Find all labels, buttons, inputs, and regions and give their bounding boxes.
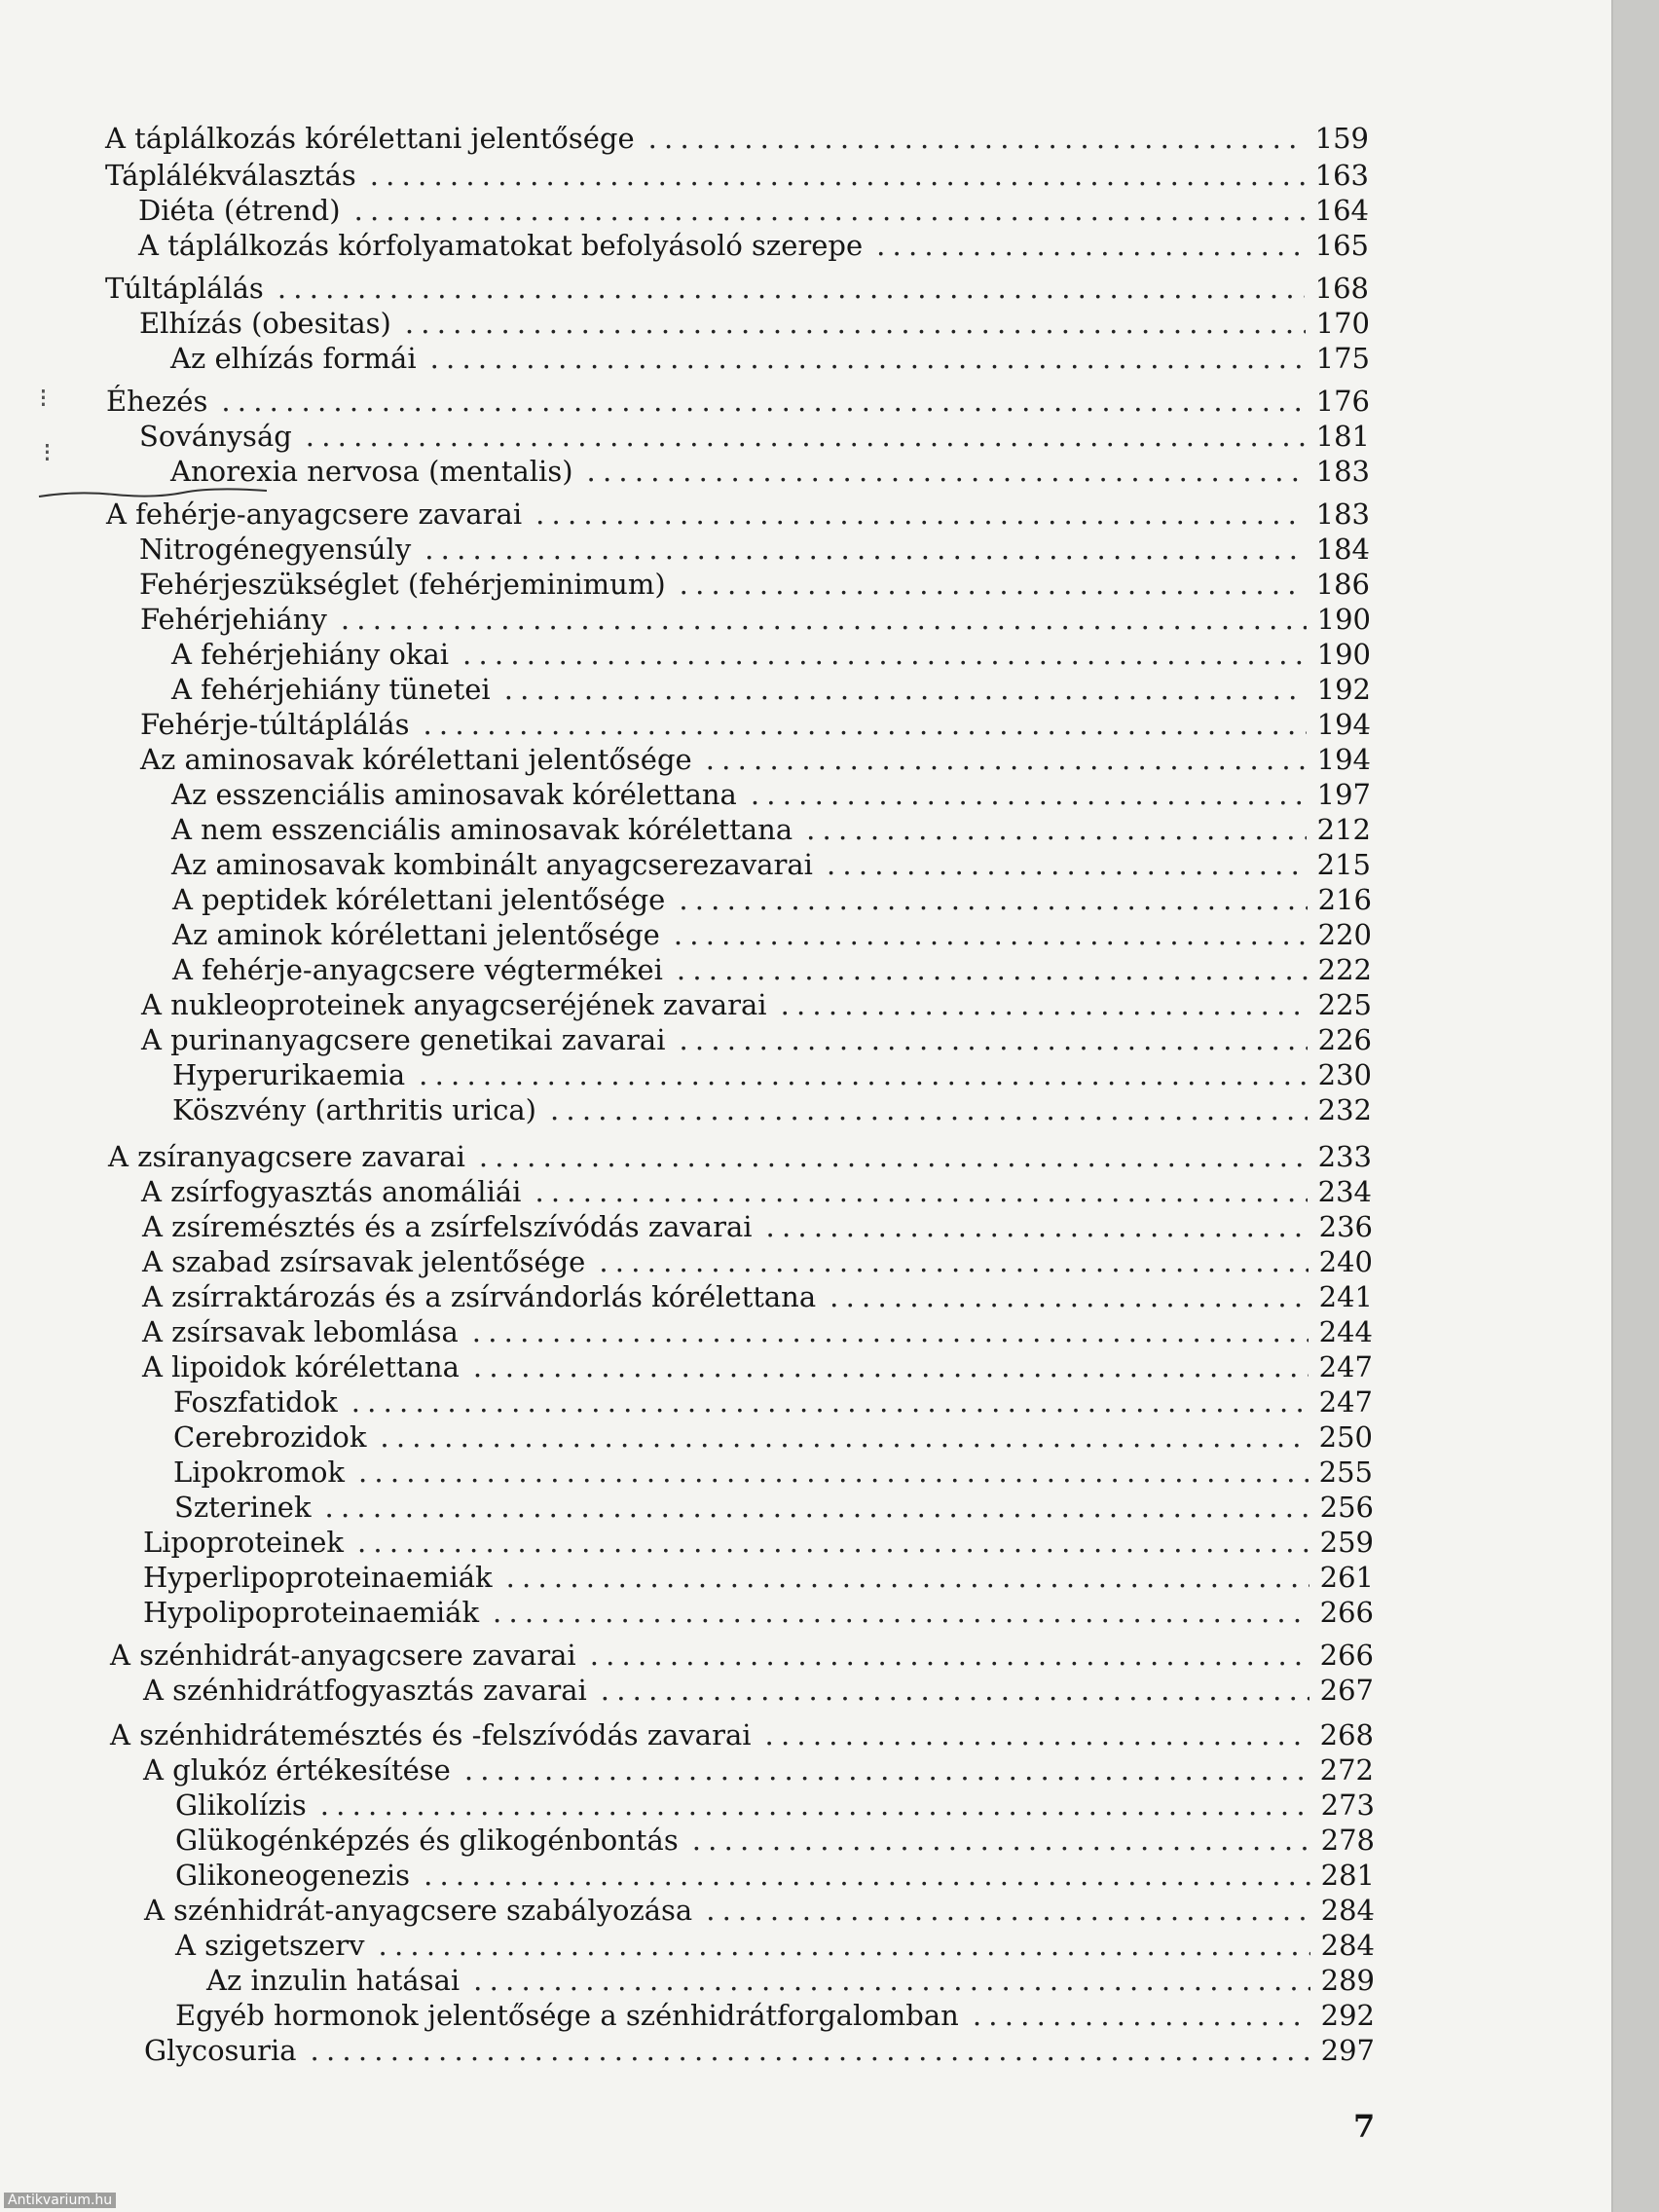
toc-entry: [141, 1174, 1372, 1209]
dot-leader: [679, 882, 1308, 917]
toc-entry: [139, 306, 1370, 341]
toc-entry-title: Az aminok kórélettani jelentősége: [172, 918, 660, 951]
toc-entry-title: A nem esszenciális aminosavak kórélettana: [171, 813, 793, 846]
dot-leader: [830, 1279, 1309, 1314]
dot-leader: [766, 1209, 1309, 1244]
toc-entry: [172, 952, 1372, 987]
dot-leader: [706, 742, 1307, 777]
dot-leader: [601, 1673, 1309, 1708]
dot-leader: [424, 532, 1306, 567]
toc-entry-page: 261: [1319, 1561, 1374, 1594]
dot-leader: [462, 637, 1307, 672]
dot-leader: [358, 1455, 1309, 1490]
dot-leader: [876, 228, 1305, 263]
toc-entry-page: 292: [1320, 1999, 1375, 2032]
dot-leader: [648, 121, 1305, 156]
toc-entry: [140, 742, 1371, 777]
toc-entry: [142, 1209, 1373, 1244]
dot-leader: [351, 1384, 1309, 1419]
toc-entry-title: Hyperlipoproteinaemiák: [143, 1561, 493, 1594]
toc-entry-title: Foszfatidok: [173, 1385, 338, 1419]
toc-entry-title: Túltáplálás: [105, 272, 264, 305]
toc-entry-title: Diéta (étrend): [138, 194, 341, 227]
toc-entry-title: Glükogénképzés és glikogénbontás: [175, 1824, 679, 1857]
toc-entry-page: 194: [1316, 708, 1371, 741]
toc-entry-page: 168: [1314, 272, 1369, 305]
toc-entry-page: 170: [1315, 307, 1370, 340]
dot-leader: [677, 952, 1308, 987]
toc-entry-page: 289: [1320, 1964, 1375, 1997]
dot-leader: [751, 777, 1307, 812]
toc-entry-title: Az inzulin hatásai: [206, 1964, 461, 1997]
toc-entry-page: 222: [1317, 953, 1372, 986]
toc-entry-page: 194: [1316, 743, 1371, 776]
toc-entry-page: 273: [1320, 1788, 1375, 1822]
watermark: Antikvarium.hu: [4, 2193, 116, 2208]
dot-leader: [679, 1022, 1308, 1057]
toc-entry-title: Glikolízis: [175, 1788, 307, 1822]
toc-entry-title: Köszvény (arthritis urica): [172, 1093, 536, 1126]
toc-entry-page: 181: [1315, 420, 1370, 453]
toc-entry: [142, 1279, 1373, 1314]
dot-leader: [423, 707, 1307, 742]
dot-leader: [306, 419, 1306, 454]
toc-entry: [105, 271, 1369, 306]
toc-entry-page: 175: [1315, 342, 1370, 375]
toc-entry-page: 272: [1319, 1753, 1374, 1787]
toc-entry: [143, 1595, 1374, 1630]
dot-leader: [419, 1057, 1308, 1092]
page-number: 7: [1353, 2108, 1376, 2145]
dot-leader: [765, 1717, 1309, 1752]
toc-entry-title: Táplálékválasztás: [105, 159, 356, 192]
toc-entry-title: Cerebrozidok: [173, 1420, 367, 1454]
toc-entry: [172, 882, 1372, 917]
toc-entry-title: Szterinek: [174, 1491, 312, 1524]
toc-entry: [171, 672, 1371, 707]
toc-entry: [138, 228, 1369, 263]
toc-entry: [206, 1963, 1375, 1998]
toc-entry: [143, 1560, 1374, 1595]
toc-entry: [110, 1717, 1374, 1752]
dot-leader: [504, 672, 1307, 707]
toc-entry-title: Lipoproteinek: [143, 1526, 344, 1559]
toc-entry-title: Elhízás (obesitas): [139, 307, 391, 340]
toc-entry-page: 184: [1315, 533, 1370, 566]
dot-leader: [680, 567, 1306, 602]
toc-entry-title: Glycosuria: [144, 2034, 297, 2067]
dot-leader: [781, 987, 1308, 1022]
toc-entry-title: Az aminosavak kombinált anyagcserezavarai: [171, 848, 813, 881]
toc-entry-title: A táplálkozás kórfolyamatokat befolyásoló szerepe: [138, 229, 864, 262]
toc-entry-page: 232: [1317, 1093, 1372, 1126]
toc-entry: [140, 707, 1371, 742]
toc-entry-title: Éhezés: [106, 385, 208, 418]
toc-entry-title: A zsírfogyasztás anomáliái: [141, 1175, 522, 1208]
toc-entry-title: A zsíremésztés és a zsírfelszívódás zavarai: [142, 1210, 753, 1243]
toc-entry-title: Hyperurikaemia: [172, 1058, 406, 1091]
toc-entry: [105, 121, 1369, 156]
toc-entry: [110, 1638, 1374, 1673]
toc-entry: [143, 1752, 1374, 1788]
dot-leader: [692, 1823, 1310, 1858]
toc-entry-page: 259: [1319, 1526, 1374, 1559]
dot-leader: [311, 2033, 1310, 2068]
toc-entry: [143, 1525, 1374, 1560]
dot-leader: [464, 1752, 1309, 1788]
dot-leader: [590, 1638, 1309, 1673]
toc-entry-page: 215: [1316, 848, 1371, 881]
toc-entry-page: 165: [1314, 229, 1369, 262]
toc-entry-title: A glukóz értékesítése: [143, 1753, 451, 1787]
dot-leader: [706, 1893, 1310, 1928]
dot-leader: [221, 384, 1306, 419]
toc-entry-page: 226: [1317, 1023, 1372, 1056]
dot-leader: [472, 1314, 1309, 1349]
toc-entry: [175, 1858, 1375, 1893]
pencil-underline: [37, 487, 271, 502]
toc-entry-title: A zsírsavak lebomlása: [142, 1315, 459, 1348]
dot-leader: [325, 1490, 1309, 1525]
toc-entry-page: 266: [1319, 1596, 1374, 1629]
toc-entry: [106, 384, 1370, 419]
toc-entry: [170, 454, 1370, 489]
toc-entry: [172, 1092, 1372, 1127]
toc-entry-page: 241: [1318, 1280, 1373, 1313]
toc-entry-title: A táplálkozás kórélettani jelentősége: [105, 122, 635, 155]
toc-entry: [175, 1823, 1375, 1858]
toc-entry: [171, 812, 1371, 847]
toc-entry: [140, 602, 1371, 637]
toc-entry-title: A szigetszerv: [175, 1929, 365, 1962]
dot-leader: [674, 917, 1308, 952]
toc-entry-page: 220: [1317, 918, 1372, 951]
toc-entry-title: Fehérjehiány: [140, 603, 327, 636]
toc-entry: [141, 987, 1372, 1022]
toc-entry: [171, 637, 1371, 672]
toc-entry-page: 176: [1315, 385, 1370, 418]
dot-leader: [506, 1560, 1309, 1595]
toc-entry-title: A szénhidrátfogyasztás zavarai: [143, 1674, 587, 1707]
toc-entry: [142, 1314, 1373, 1349]
page-edge: [1611, 0, 1659, 2212]
toc-entry-page: 281: [1320, 1859, 1375, 1892]
toc-entry-page: 212: [1316, 813, 1371, 846]
toc-entry: [139, 532, 1370, 567]
toc-entry: [170, 341, 1370, 376]
toc-entry-title: A szabad zsírsavak jelentősége: [142, 1245, 586, 1278]
dot-leader: [473, 1349, 1309, 1384]
toc-entry-title: A szénhidrát-anyagcsere szabályozása: [144, 1894, 693, 1927]
dot-leader: [493, 1595, 1309, 1630]
toc-entry-title: Az elhízás formái: [170, 342, 417, 375]
toc-entry-title: A purinanyagcsere genetikai zavarai: [141, 1023, 666, 1056]
toc-entry: [106, 497, 1370, 532]
toc-entry: [175, 1998, 1375, 2033]
toc-entry-title: A lipoidok kórélettana: [142, 1350, 460, 1383]
toc-entry-title: Nitrogénegyensúly: [139, 533, 412, 566]
toc-entry-page: 236: [1318, 1210, 1373, 1243]
toc-entry: [139, 419, 1370, 454]
toc-entry-title: Lipokromok: [173, 1456, 345, 1489]
toc-entry-page: 197: [1316, 778, 1371, 811]
toc-entry: [142, 1244, 1373, 1279]
toc-entry-page: 266: [1319, 1639, 1374, 1672]
dot-leader: [424, 1858, 1310, 1893]
dot-leader: [535, 497, 1306, 532]
dot-leader: [430, 341, 1306, 376]
toc-entry-page: 250: [1318, 1420, 1373, 1454]
toc-entry: [175, 1928, 1375, 1963]
toc-entry-page: 268: [1319, 1718, 1374, 1751]
toc-entry-page: 255: [1318, 1456, 1373, 1489]
toc-entry-page: 225: [1317, 988, 1372, 1021]
toc-entry-title: A nukleoproteinek anyagcseréjének zavarai: [141, 988, 767, 1021]
dot-leader: [587, 454, 1306, 489]
toc-entry-title: Az aminosavak kórélettani jelentősége: [140, 743, 692, 776]
toc-entry-page: 192: [1316, 673, 1371, 706]
toc-entry-page: 278: [1320, 1824, 1375, 1857]
toc-entry: [171, 847, 1371, 882]
toc-entry: [172, 1057, 1372, 1092]
dot-leader: [379, 1928, 1310, 1963]
toc-entry-title: A zsírraktározás és a zsírvándorlás kórélettana: [142, 1280, 817, 1313]
toc-entry-title: Hypolipoproteinaemiák: [143, 1596, 480, 1629]
toc-entry-page: 267: [1319, 1674, 1374, 1707]
toc-entry: [105, 158, 1369, 193]
toc-entry-page: 163: [1314, 159, 1369, 192]
toc-entry-title: Soványság: [139, 420, 292, 453]
toc-entry-title: A zsíranyagcsere zavarai: [108, 1140, 465, 1173]
toc-entry-page: 230: [1317, 1058, 1372, 1091]
toc-entry-title: Glikoneogenezis: [175, 1859, 411, 1892]
dot-leader: [357, 1525, 1309, 1560]
dot-leader: [370, 158, 1305, 193]
toc-entry-title: Fehérje-túltáplálás: [140, 708, 410, 741]
toc-entry-title: Egyéb hormonok jelentősége a szénhidrátforgalomban: [175, 1999, 959, 2032]
toc-entry-page: 247: [1318, 1385, 1373, 1419]
toc-entry-page: 240: [1318, 1245, 1373, 1278]
toc-entry-page: 233: [1317, 1140, 1372, 1173]
toc-entry-page: 256: [1319, 1491, 1374, 1524]
toc-entry-title: A fehérjehiány okai: [171, 638, 450, 671]
toc-entry-page: 190: [1316, 603, 1371, 636]
toc-entry-title: A szénhidrát-anyagcsere zavarai: [110, 1639, 576, 1672]
dot-leader: [535, 1174, 1308, 1209]
dot-leader: [599, 1244, 1309, 1279]
dot-leader: [806, 812, 1307, 847]
dot-leader: [380, 1419, 1309, 1455]
toc-entry-page: 216: [1317, 883, 1372, 916]
toc-entry-page: 186: [1315, 568, 1370, 601]
toc-entry-page: 164: [1314, 194, 1369, 227]
toc-entry: [143, 1673, 1374, 1708]
dot-leader: [341, 602, 1307, 637]
pencil-mark: ⁝: [39, 382, 48, 414]
toc-entry-title: A fehérjehiány tünetei: [171, 673, 491, 706]
toc-entry-page: 159: [1314, 122, 1369, 155]
toc-entry-title: A szénhidrátemésztés és -felszívódás zavarai: [110, 1718, 752, 1751]
toc-entry-page: 284: [1320, 1929, 1375, 1962]
toc-entry-title: A peptidek kórélettani jelentősége: [172, 883, 666, 916]
toc-entry-title: Az esszenciális aminosavak kórélettana: [171, 778, 737, 811]
toc-entry: [142, 1349, 1373, 1384]
toc-entry: [138, 193, 1369, 228]
toc-entry-page: 234: [1317, 1175, 1372, 1208]
toc-entry-page: 244: [1318, 1315, 1373, 1348]
toc-entry: [172, 917, 1372, 952]
toc-entry: [173, 1455, 1373, 1490]
dot-leader: [320, 1788, 1310, 1823]
dot-leader: [473, 1963, 1310, 1998]
toc-entry: [173, 1419, 1373, 1455]
toc-entry: [144, 1893, 1375, 1928]
toc-entry: [139, 567, 1370, 602]
toc-entry-title: A fehérje-anyagcsere zavarai: [106, 498, 523, 531]
toc-entry-page: 284: [1320, 1894, 1375, 1927]
dot-leader: [354, 193, 1305, 228]
toc-entry-page: 183: [1315, 455, 1370, 488]
toc-entry: [173, 1384, 1373, 1419]
toc-entry: [144, 2033, 1375, 2068]
dot-leader: [827, 847, 1307, 882]
toc-entry: [108, 1139, 1372, 1174]
toc-entry-title: Anorexia nervosa (mentalis): [170, 455, 573, 488]
toc-entry: [171, 777, 1371, 812]
toc-entry-title: Fehérjeszükséglet (fehérjeminimum): [139, 568, 666, 601]
dot-leader: [277, 271, 1305, 306]
dot-leader: [550, 1092, 1308, 1127]
dot-leader: [973, 1998, 1310, 2033]
toc-entry: [141, 1022, 1372, 1057]
pencil-mark: ⁝: [43, 436, 52, 468]
toc-entry-page: 297: [1320, 2034, 1375, 2067]
toc-entry-page: 190: [1316, 638, 1371, 671]
toc-entry: [174, 1490, 1374, 1525]
dot-leader: [479, 1139, 1308, 1174]
toc-entry-page: 247: [1318, 1350, 1373, 1383]
dot-leader: [405, 306, 1306, 341]
toc-entry-page: 183: [1315, 498, 1370, 531]
toc-entry: [175, 1788, 1375, 1823]
toc-entry-title: A fehérje-anyagcsere végtermékei: [172, 953, 663, 986]
